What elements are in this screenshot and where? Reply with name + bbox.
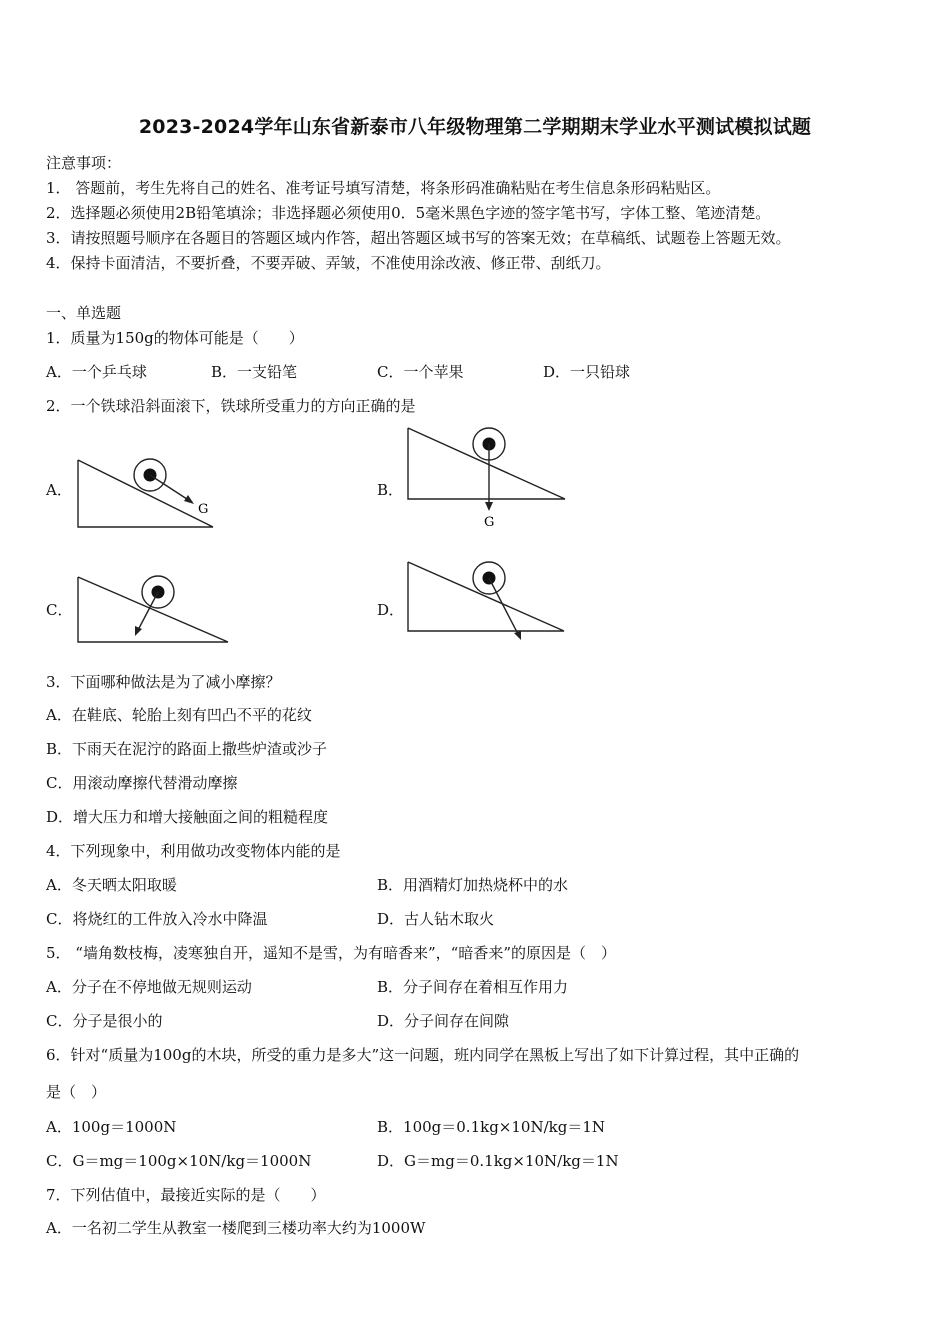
incline-diagram-b: [400, 422, 570, 532]
q1-stem: 1．质量为150g的物体可能是（ ）: [46, 329, 304, 347]
q6-option-d: D．G＝mg＝0.1kg×10N/kg＝1N: [377, 1152, 619, 1170]
q7-stem: 7．下列估值中，最接近实际的是（ ）: [46, 1186, 326, 1204]
q2-option-a: A．: [46, 481, 72, 499]
q1-option-d: D．一只铅球: [543, 363, 631, 381]
q1-option-a: A．一个乒乓球: [46, 363, 147, 381]
incline-diagram-c: [70, 572, 235, 647]
q6-option-a: A．100g＝1000N: [46, 1118, 177, 1136]
q6-stem-line1: 6．针对“质量为100g的木块，所受的重力是多大”这一问题，班内同学在黑板上写出了如下计算过程，其中正确的: [46, 1046, 800, 1064]
q3-option-c: C．用滚动摩擦代替滑动摩擦: [46, 774, 238, 792]
q3-option-a: A．在鞋底、轮胎上刻有凹凸不平的花纹: [46, 706, 312, 724]
q4-option-d: D．古人钻木取火: [377, 910, 495, 928]
q2-option-d: D．: [377, 601, 405, 619]
force-label-g: G: [484, 515, 495, 530]
q2-stem: 2．一个铁球沿斜面滚下，铁球所受重力的方向正确的是: [46, 397, 416, 415]
q5-option-a: A．分子在不停地做无规则运动: [46, 978, 252, 996]
q2-option-c: C．: [46, 601, 73, 619]
q3-option-d: D．增大压力和增大接触面之间的粗糙程度: [46, 808, 329, 826]
q5-option-c: C．分子是很小的: [46, 1012, 163, 1030]
incline-diagram-d: [400, 556, 570, 646]
q6-stem-line2: 是（ ）: [46, 1083, 107, 1101]
q6-option-c: C．G＝mg＝100g×10N/kg＝1000N: [46, 1152, 312, 1170]
q5-option-d: D．分子间存在间隙: [377, 1012, 510, 1030]
q5-option-b: B．分子间存在着相互作用力: [377, 978, 569, 996]
section-heading: 一、单选题: [46, 304, 122, 322]
force-label-g: G: [198, 502, 209, 517]
page-title: 2023-2024学年山东省新泰市八年级物理第二学期期末学业水平测试模拟试题: [138, 116, 812, 138]
note-item: 3．请按照题号顺序在各题目的答题区域内作答，超出答题区域书写的答案无效；在草稿纸、试题卷上答题无效。: [46, 229, 791, 247]
q4-option-b: B．用酒精灯加热烧杯中的水: [377, 876, 569, 894]
q6-option-b: B．100g＝0.1kg×10N/kg＝1N: [377, 1118, 605, 1136]
incline-diagram-a: [70, 455, 230, 535]
q5-stem: 5． “墙角数枝梅，凌寒独自开，遥知不是雪，为有暗香来”，“暗香来”的原因是（ ）: [46, 944, 616, 962]
q4-stem: 4．下列现象中，利用做功改变物体内能的是: [46, 842, 341, 860]
note-item: 1． 答题前，考生先将自己的姓名、准考证号填写清楚，将条形码准确粘贴在考生信息条形码粘贴区。: [46, 179, 721, 197]
q7-option-a: A．一名初二学生从教室一楼爬到三楼功率大约为1000W: [46, 1219, 426, 1237]
q1-option-b: B．一支铅笔: [211, 363, 298, 381]
q3-option-b: B．下雨天在泥泞的路面上撒些炉渣或沙子: [46, 740, 328, 758]
note-item: 4．保持卡面清洁，不要折叠，不要弄破、弄皱，不准使用涂改液、修正带、刮纸刀。: [46, 254, 611, 272]
q1-option-c: C．一个苹果: [377, 363, 464, 381]
note-item: 2．选择题必须使用2B铅笔填涂；非选择题必须使用0．5毫米黑色字迹的签字笔书写，字体工整、笔迹清楚。: [46, 204, 771, 222]
q3-stem: 3．下面哪种做法是为了减小摩擦？: [46, 673, 281, 691]
q4-option-c: C．将烧红的工件放入冷水中降温: [46, 910, 268, 928]
q4-option-a: A．冬天晒太阳取暖: [46, 876, 177, 894]
q2-option-b: B．: [377, 481, 404, 499]
notes-heading: 注意事项：: [46, 154, 122, 172]
